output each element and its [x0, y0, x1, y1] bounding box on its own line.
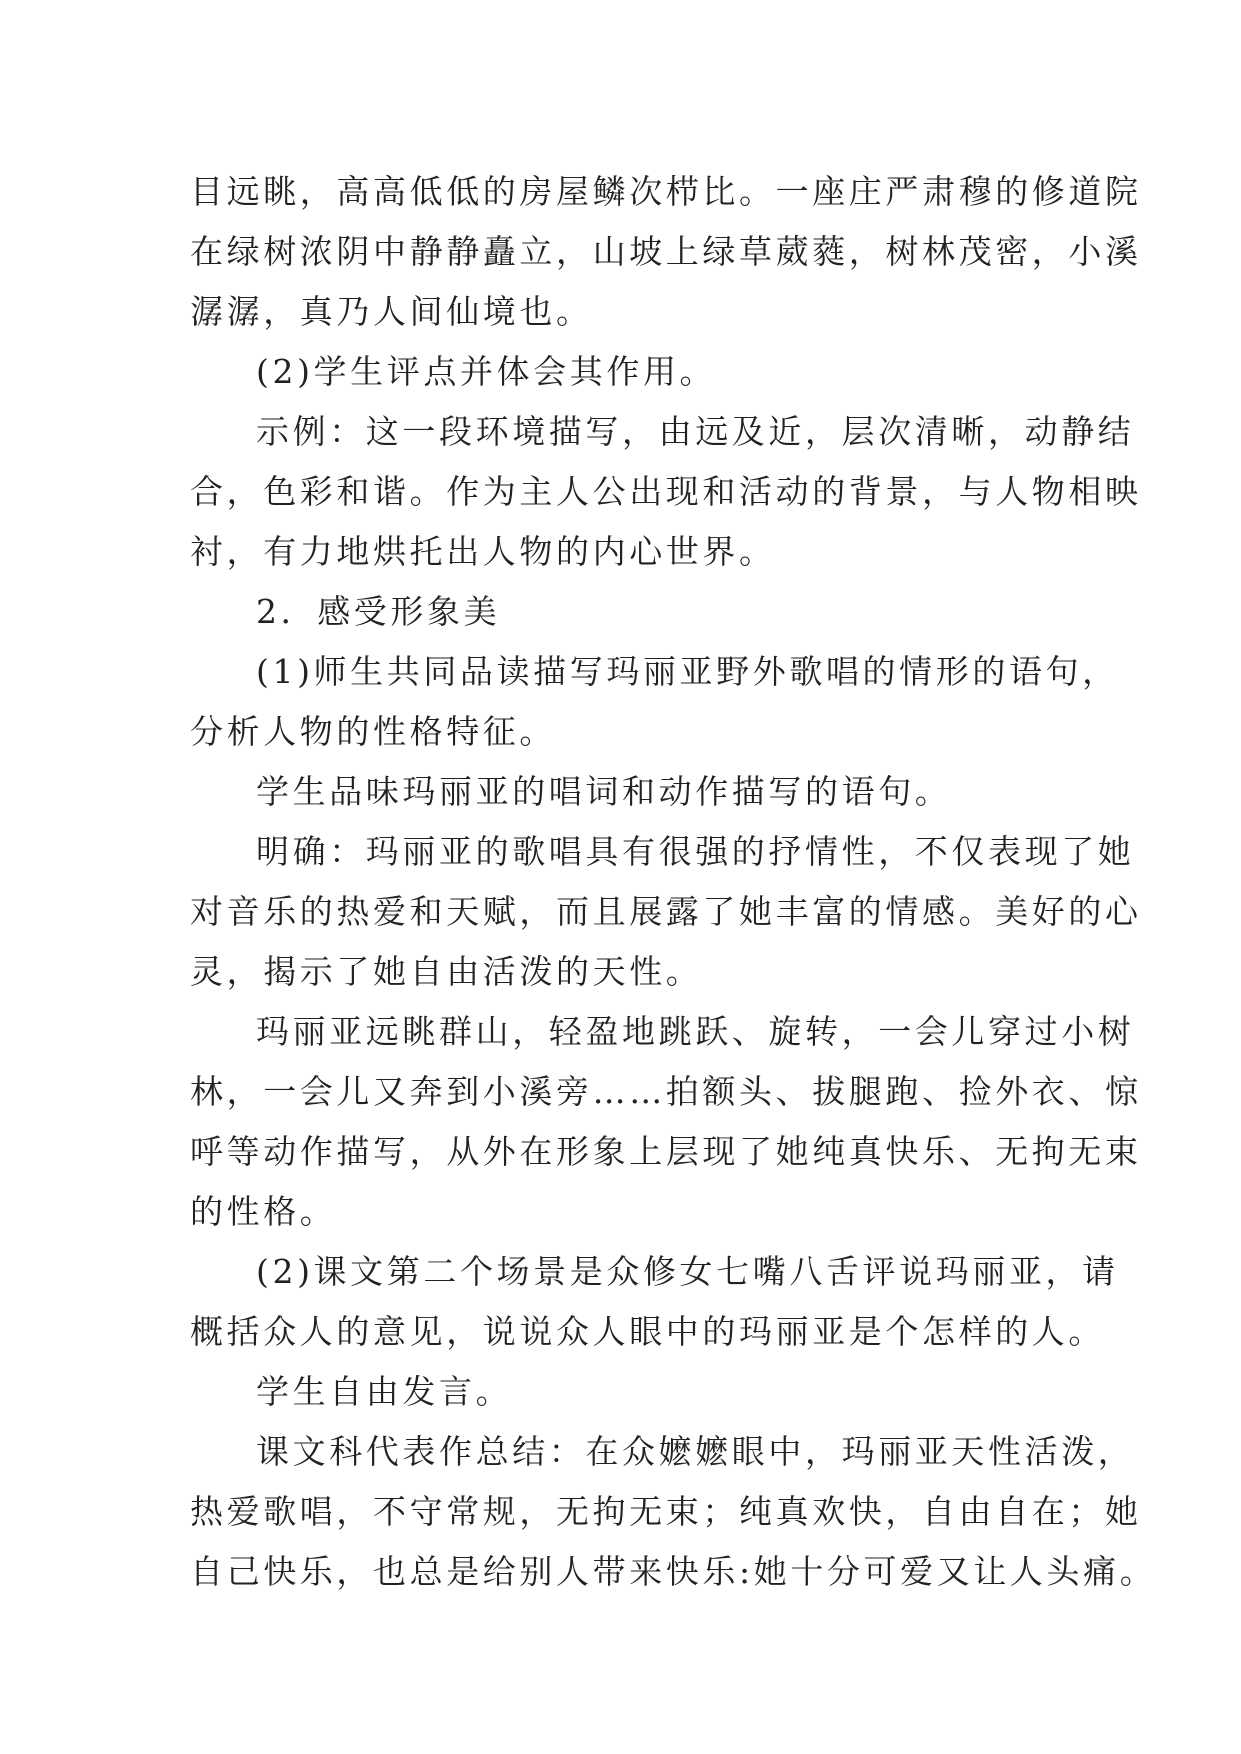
body-text	[190, 162, 1157, 1602]
text-line: 自己快乐，也总是给别人带来快乐:她十分可爱又让人头痛。	[190, 1552, 1157, 1591]
text-line: 概括众人的意见，说说众人眼中的玛丽亚是个怎样的人。	[190, 1312, 1105, 1351]
text-line: 潺潺，真乃人间仙境也。	[190, 292, 593, 331]
text-line: 示例：这一段环境描写，由远及近，层次清晰，动静结	[256, 412, 1135, 451]
text-line: 学生品味玛丽亚的唱词和动作描写的语句。	[256, 772, 952, 811]
text-line: (1)师生共同品读描写玛丽亚野外歌唱的情形的语句，	[256, 652, 1119, 691]
text-line: 热爱歌唱，不守常规，无拘无束；纯真欢快，自由自在；她	[190, 1492, 1142, 1531]
text-line: 明确：玛丽亚的歌唱具有很强的抒情性，不仅表现了她	[256, 832, 1135, 871]
text-line: 在绿树浓阴中静静矗立，山坡上绿草葳蕤，树林茂密，小溪	[190, 232, 1142, 271]
text-line: 课文科代表作总结：在众嬷嬷眼中，玛丽亚天性活泼，	[256, 1432, 1135, 1471]
text-line: 对音乐的热爱和天赋，而且展露了她丰富的情感。美好的心	[190, 892, 1142, 931]
text-line: 的性格。	[190, 1192, 337, 1231]
text-line: 学生自由发言。	[256, 1372, 513, 1411]
text-line: 衬，有力地烘托出人物的内心世界。	[190, 532, 776, 571]
text-line: 呼等动作描写，从外在形象上层现了她纯真快乐、无拘无束	[190, 1132, 1142, 1171]
text-line: 灵，揭示了她自由活泼的天性。	[190, 952, 703, 991]
text-line: 合，色彩和谐。作为主人公出现和活动的背景，与人物相映	[190, 472, 1142, 511]
text-line: 目远眺，高高低低的房屋鳞次栉比。一座庄严肃穆的修道院	[190, 172, 1142, 211]
section-heading: 2．感受形象美	[256, 592, 501, 631]
text-line: 玛丽亚远眺群山，轻盈地跳跃、旋转，一会儿穿过小树	[256, 1012, 1135, 1051]
text-line: 林，一会儿又奔到小溪旁……拍额头、拔腿跑、捡外衣、惊	[190, 1072, 1142, 1111]
text-line: 分析人物的性格特征。	[190, 712, 556, 751]
text-line: (2)课文第二个场景是众修女七嘴八舌评说玛丽亚，请	[256, 1252, 1119, 1291]
text-line: (2)学生评点并体会其作用。	[256, 352, 717, 391]
